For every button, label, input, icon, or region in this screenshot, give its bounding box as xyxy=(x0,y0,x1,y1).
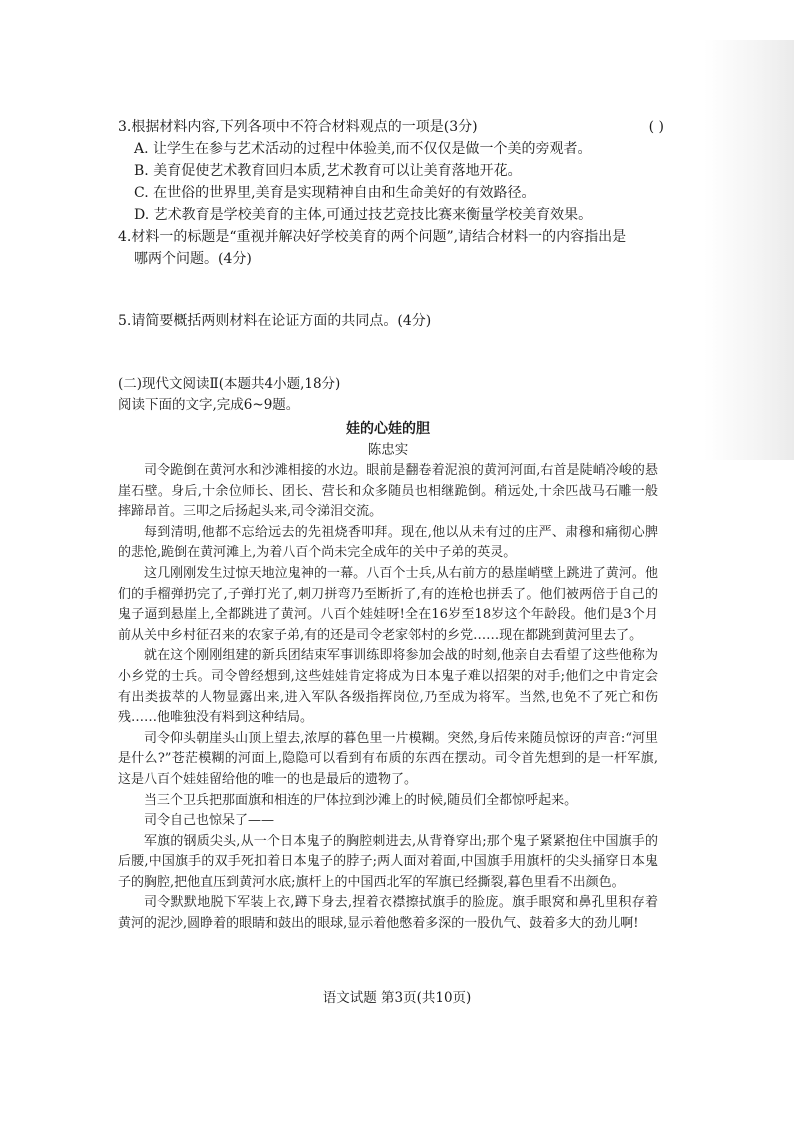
question-4-line2: 哪两个问题。(4分) xyxy=(134,251,252,267)
option-d: D. 艺术教育是学校美育的主体,可通过技艺竞技比赛来衡量学校美育效果。 xyxy=(134,207,593,223)
section-instruction: 阅读下面的文字,完成6~9题。 xyxy=(118,397,300,413)
page-footer: 语文试题 第3页(共10页) xyxy=(322,990,472,1006)
story-paragraph: 司令默默地脱下军装上衣,蹲下身去,捏着衣襟擦拭旗手的脸庞。旗手眼窝和鼻孔里积存着黄河的泥沙,圆睁着的眼睛和鼓出的眼球,显示着他憋着多深的一股仇气、鼓着多大的劲儿啊! xyxy=(118,895,658,932)
story-paragraph: 当三个卫兵把那面旗和相连的尸体拉到沙滩上的时候,随员们全都惊呼起来。 xyxy=(144,792,578,808)
story-author: 陈忠实 xyxy=(367,442,409,458)
story-paragraph: 每到清明,他都不忘给远去的先祖烧香叩拜。现在,他以从未有过的庄严、肃穆和痛彻心脾的悲怆,跪倒在黄河滩上,为着八百个尚未完全成年的关中子弟的英灵。 xyxy=(118,524,658,561)
story-paragraph: 就在这个刚刚组建的新兵团结束军事训练即将参加会战的时刻,他亲自去看望了这些他称为小乡党的士兵。司令曾经想到,这些娃娃肯定将成为日本鬼子难以招架的对手;他们之中肯定会有出类拔萃的人物显露出来,进入军队各级指挥岗位,乃至成为将军。当然,也免不了死亡和伤残……他唯独没有料到这种结局。 xyxy=(118,648,658,726)
story-paragraph: 司令跪倒在黄河水和沙滩相接的水边。眼前是翻卷着泥浪的黄河河面,右首是陡峭冷峻的悬崖石壁。身后,十余位师长、团长、营长和众多随员也相继跪倒。稍远处,十余匹战马石雕一般摔蹄昂首。三叩之后扬起头来,司令涕泪交流。 xyxy=(118,463,658,520)
page-content xyxy=(118,116,664,935)
question-5: 5.请简要概括两则材料在论证方面的共同点。(4分) xyxy=(118,313,432,329)
answer-parentheses: ( ) xyxy=(648,119,664,135)
question-3 xyxy=(118,116,664,138)
question-3-stem: 3.根据材料内容,下列各项中不符合材料观点的一项是(3分) xyxy=(118,119,478,135)
story-paragraph: 司令仰头朝崖头山顶上望去,浓厚的暮色里一片模糊。突然,身后传来随员惊讶的声音:“河里是什么?”苍茫模糊的河面上,隐隐可以看到有布质的东西在摆动。司令首先想到的是一杆军旗,这是八百个娃娃留给他的唯一的也是最后的遗物了。 xyxy=(118,730,658,787)
section-heading: (二)现代文阅读Ⅱ(本题共4小题,18分) xyxy=(118,376,341,392)
option-b: B. 美育促使艺术教育回归本质,艺术教育可以让美育落地开花。 xyxy=(134,163,522,179)
answer-space xyxy=(118,332,658,374)
option-c: C. 在世俗的世界里,美育是实现精神自由和生命美好的有效路径。 xyxy=(134,185,536,201)
answer-space xyxy=(118,270,658,310)
story-title: 娃的心娃的胆 xyxy=(346,421,430,437)
story-paragraph: 这几刚刚发生过惊天地泣鬼神的一幕。八百个士兵,从右前方的悬崖峭壁上跳进了黄河。他们的手榴弹扔完了,子弹打光了,刺刀拼弯乃至断折了,有的连枪也拼丢了。他们被两倍于自己的鬼子逼到悬崖上,全都跳进了黄河。八百个娃娃呀!全在16岁至18岁这个年龄段。他们是3个月前从关中乡村征召来的农家子弟,有的还是司令老家邻村的乡党……现在都跳到黄河里去了。 xyxy=(118,565,658,643)
story-paragraph: 司令自己也惊呆了—— xyxy=(144,813,275,829)
question-4-line1: 4.材料一的标题是“重视并解决好学校美育的两个问题”,请结合材料一的内容指出是 xyxy=(118,229,627,245)
story-paragraph: 军旗的钢质尖头,从一个日本鬼子的胸腔刺进去,从背脊穿出;那个鬼子紧紧抱住中国旗手的后腰,中国旗手的双手死扣着日本鬼子的脖子;两人面对着面,中国旗手用旗杆的尖头捅穿日本鬼子的胸腔,把他直压到黄河水底;旗杆上的中国西北军的军旗已经撕裂,暮色里看不出颜色。 xyxy=(118,833,658,890)
scan-shadow xyxy=(704,40,794,460)
option-a: A. 让学生在参与艺术活动的过程中体验美,而不仅仅是做一个美的旁观者。 xyxy=(134,141,592,157)
